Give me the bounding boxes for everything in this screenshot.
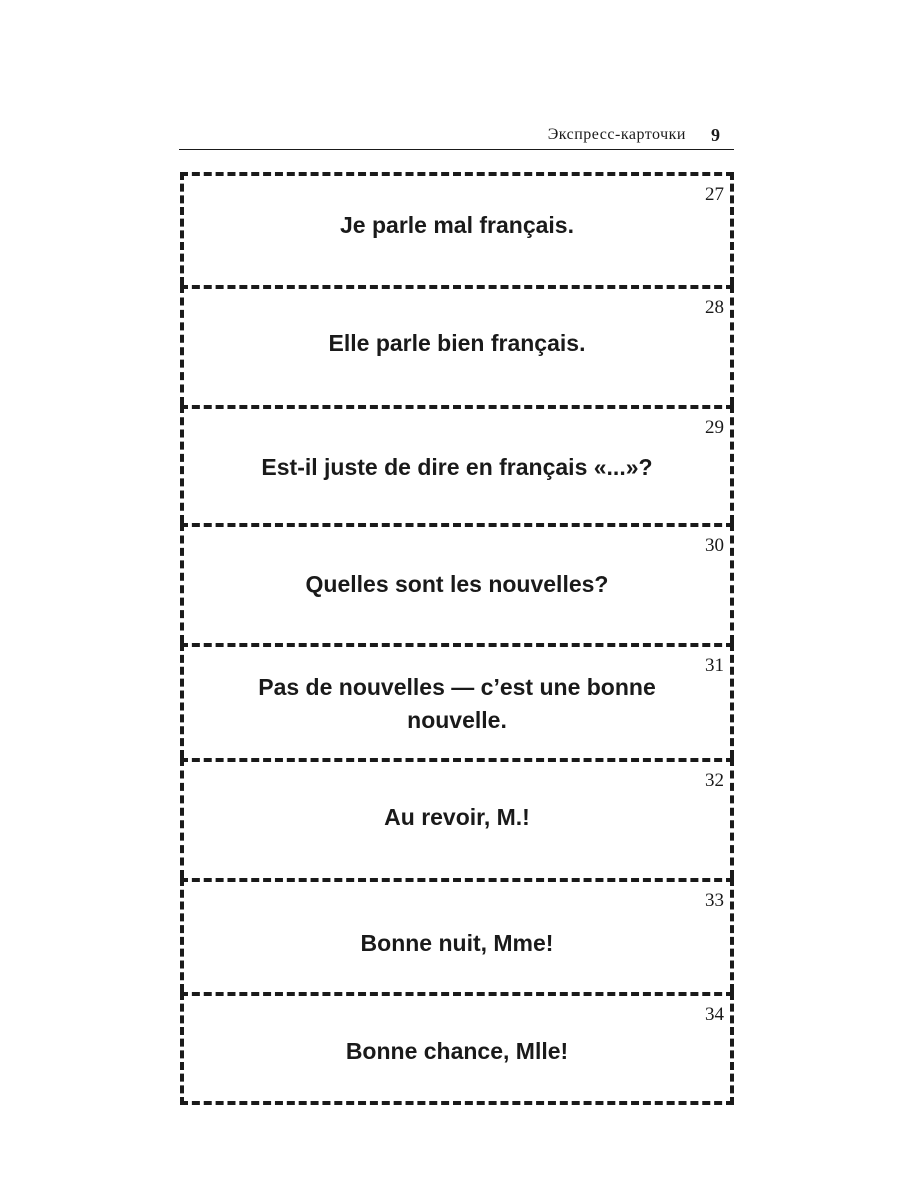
flashcard [180,285,734,405]
page-header [179,123,734,150]
flashcard [180,405,734,523]
card-number: 33 [705,890,724,911]
flashcard [180,878,734,992]
card-phrase: Quelles sont les nouvelles? [305,571,609,597]
card-number: 32 [705,770,724,791]
page-number: 9 [711,125,720,145]
card-number: 30 [705,535,724,556]
card-number: 34 [705,1004,724,1025]
card-number: 31 [705,655,724,676]
flashcard [180,172,734,285]
card-phrase: Est-il juste de dire en français «...»? [261,454,653,480]
card-phrase: Je parle mal français. [340,212,574,238]
card-phrase: Bonne nuit, Mme! [360,930,554,956]
card-phrase: Au revoir, M.! [384,804,530,830]
card-phrase: Elle parle bien français. [328,330,586,356]
card-number: 29 [705,417,724,438]
card-number: 28 [705,297,724,318]
card-phrase: Pas de nouvelles — c’est une bonne nouvelle. [258,674,656,733]
flashcard [180,523,734,643]
card-number: 27 [705,184,724,205]
flashcard [180,992,734,1105]
running-title: Экспресс-карточки [547,126,686,143]
flashcard-list [180,172,734,1105]
flashcard [180,758,734,878]
flashcard [180,643,734,758]
card-phrase: Bonne chance, Mlle! [345,1038,569,1064]
